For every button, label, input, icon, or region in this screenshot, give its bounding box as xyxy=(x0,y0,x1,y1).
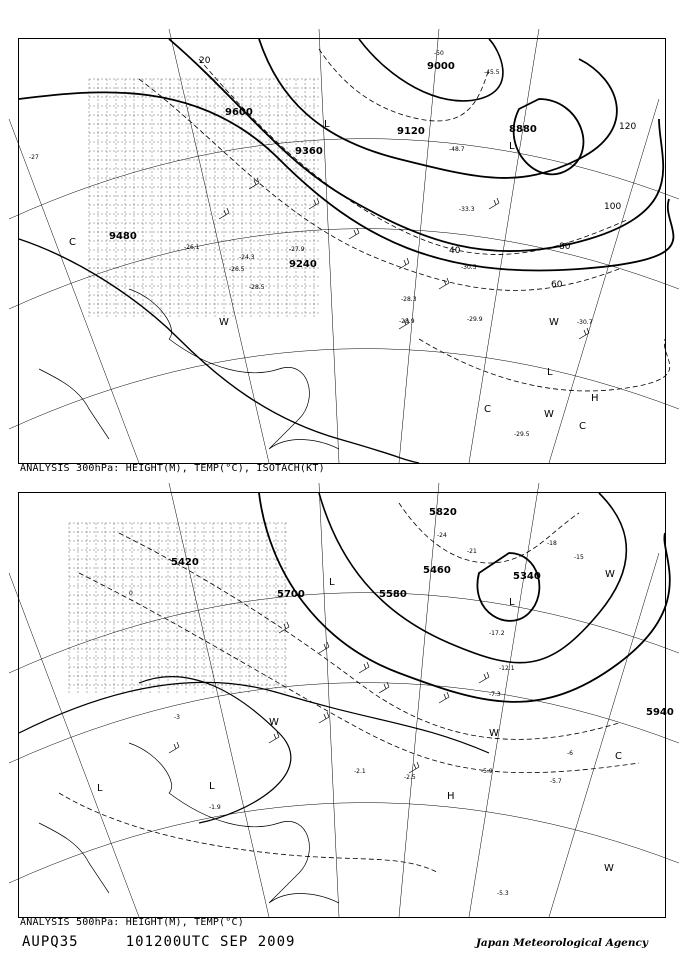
temperature-label: -30.5 xyxy=(461,264,477,271)
wind-barb xyxy=(404,258,409,265)
parallel-line xyxy=(9,139,679,219)
height-contour xyxy=(319,493,626,663)
map-panel-300hpa xyxy=(18,38,666,464)
temperature-label: -1.9 xyxy=(209,804,221,811)
wind-barb xyxy=(484,672,489,679)
pressure-system-marker: L xyxy=(547,367,553,378)
height-contour xyxy=(19,682,489,753)
wind-barb xyxy=(354,228,359,235)
parallel-line xyxy=(9,349,679,429)
parallel-line xyxy=(9,593,679,673)
coastline xyxy=(129,289,172,339)
low-center-contour xyxy=(514,99,584,174)
agency-name: Japan Meteorological Agency xyxy=(475,937,648,949)
temperature-label: -24.3 xyxy=(239,254,255,261)
height-contour xyxy=(169,39,663,251)
parallel-line xyxy=(9,683,679,763)
meridian-line xyxy=(9,573,139,917)
wind-barb xyxy=(359,667,369,673)
height-contour xyxy=(19,239,419,463)
wind-barb xyxy=(324,712,329,719)
pressure-system-marker: L xyxy=(97,783,103,794)
pressure-system-marker: H xyxy=(591,393,599,404)
meridian-line xyxy=(9,119,139,463)
temperature-label: -6 xyxy=(567,750,573,757)
isotach-label: 60 xyxy=(551,280,563,290)
pressure-system-marker: W xyxy=(269,717,279,728)
isotach-label: 80 xyxy=(559,242,571,252)
isotach-line xyxy=(139,79,622,290)
pressure-system-marker: W xyxy=(604,863,614,874)
wind-barb xyxy=(174,742,179,749)
valid-time: 101200UTC SEP 2009 xyxy=(125,934,296,950)
wind-barb xyxy=(249,183,259,189)
meridian-line xyxy=(399,483,439,917)
pressure-system-marker: L xyxy=(509,141,515,152)
wind-barb xyxy=(439,283,449,289)
temperature-label: -26.1 xyxy=(184,244,200,251)
temperature-label: -21 xyxy=(467,548,477,555)
meridian-line xyxy=(469,483,539,917)
wind-barb xyxy=(444,692,449,699)
pressure-system-marker: W xyxy=(544,409,554,420)
height-label: 5700 xyxy=(277,589,305,600)
temperature-label: -24 xyxy=(437,532,447,539)
isotach-label: 120 xyxy=(619,122,637,132)
meridian-line xyxy=(319,483,339,917)
wind-barb xyxy=(494,198,499,205)
temperature-label: -2.1 xyxy=(354,768,366,775)
wind-barb xyxy=(479,677,489,683)
temperature-label: -28.3 xyxy=(401,296,417,303)
coastline xyxy=(129,743,172,793)
height-label: 5340 xyxy=(513,571,541,582)
height-label: 9360 xyxy=(295,146,323,157)
pressure-system-marker: C xyxy=(579,421,586,432)
low-center-contour xyxy=(477,553,539,621)
pressure-system-marker: H xyxy=(447,791,455,802)
wind-barb xyxy=(379,687,389,693)
temperature-label: -18 xyxy=(547,540,557,547)
pressure-system-marker: L xyxy=(329,577,335,588)
wind-barb xyxy=(439,697,449,703)
wind-barb xyxy=(409,767,419,773)
pressure-system-marker: C xyxy=(484,404,491,415)
wind-barb xyxy=(284,622,289,629)
wind-barb xyxy=(489,203,499,209)
temperature-label: -26.5 xyxy=(229,266,245,273)
temperature-label: -30.7 xyxy=(577,319,593,326)
height-contour xyxy=(139,677,291,823)
temperature-label: -15 xyxy=(574,554,584,561)
wind-barb xyxy=(169,747,179,753)
temperature-label: -50 xyxy=(434,50,444,57)
temperature-label: -27 xyxy=(29,154,39,161)
isotach-label: 100 xyxy=(604,202,622,212)
wind-barb xyxy=(314,198,319,205)
temperature-label: -29.9 xyxy=(467,316,483,323)
temperature-label: -5.7 xyxy=(550,778,562,785)
caption-500hpa: ANALYSIS 500hPa: HEIGHT(M), TEMP(°C) xyxy=(20,917,244,928)
height-label: 5820 xyxy=(429,507,457,518)
temperature-label: -5.3 xyxy=(497,890,509,897)
height-label: 9480 xyxy=(109,231,137,242)
wind-barb xyxy=(349,233,359,239)
product-header xyxy=(22,934,295,950)
coastline xyxy=(169,793,339,903)
parallel-line xyxy=(9,803,679,883)
wind-barb xyxy=(269,737,279,743)
temperature-label: -28.5 xyxy=(249,284,265,291)
temperature-label: 0 xyxy=(129,590,133,597)
caption-300hpa: ANALYSIS 300hPa: HEIGHT(M), TEMP(°C), ISOTACH(KT) xyxy=(20,463,325,474)
pressure-system-marker: L xyxy=(509,597,515,608)
height-label: 5580 xyxy=(379,589,407,600)
temperature-label: -27.9 xyxy=(289,246,305,253)
isotach-label: 20 xyxy=(199,56,211,66)
chart-300hpa xyxy=(19,39,665,463)
coastline xyxy=(39,369,109,439)
height-label: 9600 xyxy=(225,107,253,118)
wind-barb xyxy=(364,662,369,669)
wind-barb xyxy=(219,213,229,219)
height-label: 5460 xyxy=(423,565,451,576)
temperature-label: -28.9 xyxy=(399,318,415,325)
pressure-system-marker: L xyxy=(324,119,330,130)
height-label: 9000 xyxy=(427,61,455,72)
wind-barb xyxy=(319,717,329,723)
meridian-line xyxy=(549,99,659,463)
height-contour xyxy=(259,39,617,178)
wind-barb xyxy=(414,762,419,769)
temperature-label: -12.1 xyxy=(499,665,515,672)
temperature-label: -33.3 xyxy=(459,206,475,213)
temperature-label: -7.3 xyxy=(489,691,501,698)
temperature-label: -29.5 xyxy=(514,431,530,438)
isotach-label: 40 xyxy=(449,246,461,256)
meridian-line xyxy=(399,29,439,463)
pressure-system-marker: W xyxy=(489,728,499,739)
product-code: AUPQ35 xyxy=(22,934,79,950)
temperature-isotherm xyxy=(399,503,579,563)
meridian-line xyxy=(169,483,269,917)
height-label: 9240 xyxy=(289,259,317,270)
pressure-system-marker: W xyxy=(219,317,229,328)
pressure-system-marker: C xyxy=(69,237,76,248)
wind-barb xyxy=(319,647,329,653)
temperature-label: -45.5 xyxy=(484,69,500,76)
temperature-label: -5.9 xyxy=(481,768,493,775)
isotach-line xyxy=(199,59,629,254)
isotach-line xyxy=(319,49,489,121)
pressure-system-marker: L xyxy=(209,781,215,792)
pressure-system-marker: W xyxy=(549,317,559,328)
height-label: 5940 xyxy=(646,707,674,718)
wind-barb xyxy=(399,263,409,269)
temperature-label: -48.7 xyxy=(449,146,465,153)
height-label: 8880 xyxy=(509,124,537,135)
coastline xyxy=(39,823,109,893)
map-panel-500hpa xyxy=(18,492,674,918)
height-label: 5420 xyxy=(171,557,199,568)
isotach-line xyxy=(419,339,670,391)
temperature-label: -17.2 xyxy=(489,630,505,637)
temperature-label: -2.5 xyxy=(404,774,416,781)
temperature-label: -3 xyxy=(174,714,180,721)
coastline xyxy=(169,339,339,449)
meridian-line xyxy=(319,29,339,463)
pressure-system-marker: W xyxy=(605,569,615,580)
height-contour xyxy=(259,493,670,702)
chart-500hpa xyxy=(19,493,674,917)
height-label: 9120 xyxy=(397,126,425,137)
pressure-system-marker: C xyxy=(615,751,622,762)
